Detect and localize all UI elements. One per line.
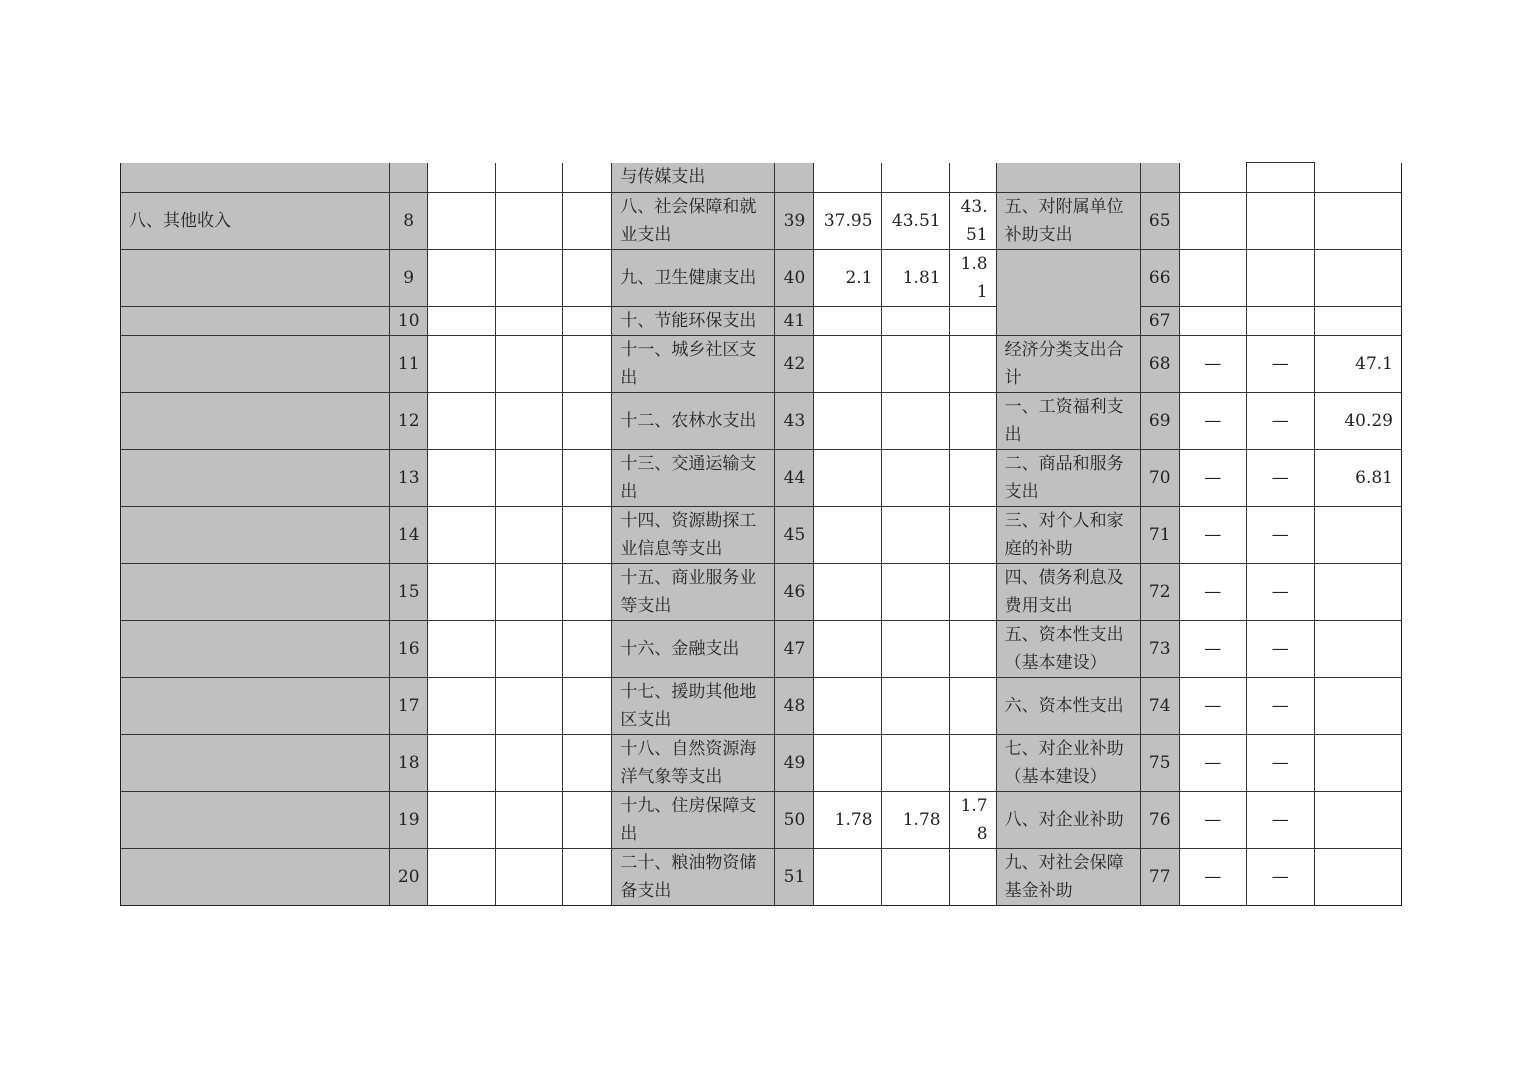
expense-item: 与传媒支出 <box>612 163 775 193</box>
economic-amount-2 <box>1246 193 1314 250</box>
expense-amount-2 <box>881 735 949 792</box>
economic-line-number: 73 <box>1140 621 1179 678</box>
economic-line-number: 77 <box>1140 849 1179 906</box>
table-row <box>121 735 1402 792</box>
economic-amount-1: — <box>1179 450 1246 507</box>
table-row <box>121 849 1402 906</box>
income-amount-2 <box>496 307 563 336</box>
expense-line-number: 42 <box>775 336 814 393</box>
economic-line-number <box>1140 163 1179 193</box>
economic-item: 六、资本性支出 <box>996 678 1140 735</box>
income-item <box>121 336 390 393</box>
economic-amount-1: — <box>1179 849 1246 906</box>
income-amount-2 <box>496 621 563 678</box>
table-row <box>121 163 1402 193</box>
expense-amount-3 <box>949 621 996 678</box>
income-item <box>121 735 390 792</box>
expense-line-number: 43 <box>775 393 814 450</box>
economic-amount-2 <box>1246 307 1314 336</box>
economic-amount-2: — <box>1246 393 1314 450</box>
income-item <box>121 849 390 906</box>
economic-amount-3 <box>1314 678 1401 735</box>
economic-line-number: 68 <box>1140 336 1179 393</box>
income-line-number: 17 <box>390 678 428 735</box>
economic-item: 二、商品和服务支出 <box>996 450 1140 507</box>
income-amount-2 <box>496 792 563 849</box>
table-row <box>121 678 1402 735</box>
economic-line-number: 67 <box>1140 307 1179 336</box>
income-amount-2 <box>496 163 563 193</box>
expense-item: 二十、粮油物资储备支出 <box>612 849 775 906</box>
expense-amount-1 <box>814 393 881 450</box>
expense-item: 十二、农林水支出 <box>612 393 775 450</box>
expense-amount-2 <box>881 307 949 336</box>
economic-amount-2 <box>1246 163 1314 193</box>
income-amount-3 <box>563 507 612 564</box>
economic-line-number: 76 <box>1140 792 1179 849</box>
income-item <box>121 792 390 849</box>
income-amount-3 <box>563 564 612 621</box>
economic-line-number: 65 <box>1140 193 1179 250</box>
economic-item: 五、资本性支出（基本建设） <box>996 621 1140 678</box>
expense-item: 十四、资源勘探工业信息等支出 <box>612 507 775 564</box>
expense-item: 十三、交通运输支出 <box>612 450 775 507</box>
income-item <box>121 507 390 564</box>
expense-item: 十八、自然资源海洋气象等支出 <box>612 735 775 792</box>
expense-item: 十五、商业服务业等支出 <box>612 564 775 621</box>
expense-amount-3 <box>949 393 996 450</box>
expense-line-number: 50 <box>775 792 814 849</box>
economic-item: 四、债务利息及费用支出 <box>996 564 1140 621</box>
expense-line-number: 41 <box>775 307 814 336</box>
expense-amount-3: 1.78 <box>949 792 996 849</box>
economic-amount-1 <box>1179 163 1246 193</box>
income-amount-1 <box>428 307 496 336</box>
economic-amount-1: — <box>1179 678 1246 735</box>
expense-item: 十九、住房保障支出 <box>612 792 775 849</box>
economic-line-number: 74 <box>1140 678 1179 735</box>
income-amount-3 <box>563 735 612 792</box>
expense-amount-3 <box>949 849 996 906</box>
economic-amount-2: — <box>1246 621 1314 678</box>
expense-amount-1 <box>814 307 881 336</box>
expense-amount-2 <box>881 849 949 906</box>
economic-amount-3 <box>1314 564 1401 621</box>
income-amount-3 <box>563 336 612 393</box>
expense-amount-1 <box>814 735 881 792</box>
economic-amount-3 <box>1314 507 1401 564</box>
economic-amount-1: — <box>1179 621 1246 678</box>
income-amount-1 <box>428 849 496 906</box>
economic-item: 九、对社会保障基金补助 <box>996 849 1140 906</box>
table-row <box>121 450 1402 507</box>
economic-amount-2: — <box>1246 735 1314 792</box>
expense-amount-3 <box>949 450 996 507</box>
economic-amount-3 <box>1314 621 1401 678</box>
economic-amount-3: 47.1 <box>1314 336 1401 393</box>
income-amount-1 <box>428 393 496 450</box>
economic-amount-1: — <box>1179 393 1246 450</box>
expense-line-number: 46 <box>775 564 814 621</box>
expense-amount-2: 43.51 <box>881 193 949 250</box>
economic-line-number: 70 <box>1140 450 1179 507</box>
income-amount-2 <box>496 193 563 250</box>
economic-amount-3 <box>1314 250 1401 307</box>
economic-amount-3 <box>1314 307 1401 336</box>
table-row <box>121 393 1402 450</box>
expense-amount-1 <box>814 621 881 678</box>
economic-amount-1 <box>1179 193 1246 250</box>
expense-amount-2 <box>881 678 949 735</box>
expense-item: 十、节能环保支出 <box>612 307 775 336</box>
income-item <box>121 250 390 307</box>
income-amount-2 <box>496 678 563 735</box>
income-line-number: 15 <box>390 564 428 621</box>
income-amount-2 <box>496 393 563 450</box>
economic-amount-3 <box>1314 163 1401 193</box>
income-item <box>121 307 390 336</box>
economic-item: 三、对个人和家庭的补助 <box>996 507 1140 564</box>
economic-amount-3: 6.81 <box>1314 450 1401 507</box>
income-amount-3 <box>563 621 612 678</box>
income-item <box>121 678 390 735</box>
income-line-number: 12 <box>390 393 428 450</box>
expense-amount-2: 1.78 <box>881 792 949 849</box>
expense-line-number: 45 <box>775 507 814 564</box>
economic-amount-1: — <box>1179 735 1246 792</box>
economic-amount-2: — <box>1246 849 1314 906</box>
income-amount-2 <box>496 507 563 564</box>
income-amount-1 <box>428 450 496 507</box>
expense-amount-3 <box>949 564 996 621</box>
expense-amount-3 <box>949 163 996 193</box>
expense-amount-2 <box>881 450 949 507</box>
expense-line-number: 44 <box>775 450 814 507</box>
expense-amount-2 <box>881 507 949 564</box>
income-amount-1 <box>428 507 496 564</box>
economic-line-number: 66 <box>1140 250 1179 307</box>
income-amount-2 <box>496 450 563 507</box>
economic-amount-3 <box>1314 193 1401 250</box>
income-line-number: 9 <box>390 250 428 307</box>
income-amount-3 <box>563 450 612 507</box>
economic-amount-2: — <box>1246 450 1314 507</box>
economic-item: 七、对企业补助（基本建设） <box>996 735 1140 792</box>
expense-amount-2 <box>881 621 949 678</box>
income-amount-3 <box>563 792 612 849</box>
expense-amount-1 <box>814 849 881 906</box>
economic-amount-2: — <box>1246 792 1314 849</box>
income-amount-2 <box>496 735 563 792</box>
expense-line-number: 51 <box>775 849 814 906</box>
income-amount-3 <box>563 393 612 450</box>
income-line-number: 8 <box>390 193 428 250</box>
economic-amount-1 <box>1179 250 1246 307</box>
expense-amount-1 <box>814 163 881 193</box>
income-amount-2 <box>496 250 563 307</box>
income-amount-1 <box>428 678 496 735</box>
table-body <box>121 163 1402 906</box>
income-amount-1 <box>428 564 496 621</box>
income-amount-3 <box>563 678 612 735</box>
income-line-number: 18 <box>390 735 428 792</box>
expense-amount-3 <box>949 735 996 792</box>
expense-amount-3: 43.51 <box>949 193 996 250</box>
income-amount-2 <box>496 849 563 906</box>
expense-item: 八、社会保障和就业支出 <box>612 193 775 250</box>
expense-amount-3 <box>949 307 996 336</box>
expense-amount-1: 2.1 <box>814 250 881 307</box>
economic-amount-2: — <box>1246 336 1314 393</box>
expense-line-number <box>775 163 814 193</box>
income-amount-3 <box>563 163 612 193</box>
expense-line-number: 48 <box>775 678 814 735</box>
expense-amount-1: 37.95 <box>814 193 881 250</box>
table-row <box>121 193 1402 250</box>
table-row <box>121 792 1402 849</box>
expense-amount-3 <box>949 336 996 393</box>
income-amount-3 <box>563 250 612 307</box>
economic-line-number: 72 <box>1140 564 1179 621</box>
income-amount-1 <box>428 250 496 307</box>
economic-amount-3 <box>1314 849 1401 906</box>
economic-item <box>996 163 1140 193</box>
expense-line-number: 49 <box>775 735 814 792</box>
expense-item: 十七、援助其他地区支出 <box>612 678 775 735</box>
economic-line-number: 69 <box>1140 393 1179 450</box>
economic-item <box>996 250 1140 307</box>
expense-item: 九、卫生健康支出 <box>612 250 775 307</box>
economic-amount-1: — <box>1179 507 1246 564</box>
income-amount-1 <box>428 792 496 849</box>
income-amount-1 <box>428 336 496 393</box>
economic-amount-1: — <box>1179 792 1246 849</box>
expense-amount-1 <box>814 564 881 621</box>
expense-line-number: 39 <box>775 193 814 250</box>
income-item <box>121 564 390 621</box>
income-line-number <box>390 163 428 193</box>
expense-line-number: 40 <box>775 250 814 307</box>
income-line-number: 20 <box>390 849 428 906</box>
income-amount-3 <box>563 193 612 250</box>
income-item: 八、其他收入 <box>121 193 390 250</box>
economic-amount-2: — <box>1246 564 1314 621</box>
budget-table <box>120 162 1402 906</box>
expense-amount-1 <box>814 507 881 564</box>
expense-amount-2: 1.81 <box>881 250 949 307</box>
expense-amount-1 <box>814 678 881 735</box>
economic-amount-1: — <box>1179 336 1246 393</box>
income-amount-1 <box>428 193 496 250</box>
income-line-number: 19 <box>390 792 428 849</box>
income-amount-2 <box>496 336 563 393</box>
expense-item: 十六、金融支出 <box>612 621 775 678</box>
economic-amount-2: — <box>1246 678 1314 735</box>
table-row <box>121 507 1402 564</box>
expense-amount-1: 1.78 <box>814 792 881 849</box>
expense-amount-2 <box>881 163 949 193</box>
income-amount-1 <box>428 163 496 193</box>
expense-amount-2 <box>881 336 949 393</box>
economic-amount-3 <box>1314 792 1401 849</box>
expense-line-number: 47 <box>775 621 814 678</box>
expense-amount-3 <box>949 507 996 564</box>
income-item <box>121 163 390 193</box>
expense-amount-1 <box>814 450 881 507</box>
expense-amount-3 <box>949 678 996 735</box>
income-line-number: 13 <box>390 450 428 507</box>
expense-amount-2 <box>881 564 949 621</box>
income-line-number: 10 <box>390 307 428 336</box>
income-amount-2 <box>496 564 563 621</box>
income-line-number: 14 <box>390 507 428 564</box>
economic-line-number: 75 <box>1140 735 1179 792</box>
expense-item: 十一、城乡社区支出 <box>612 336 775 393</box>
expense-amount-3: 1.81 <box>949 250 996 307</box>
economic-amount-3 <box>1314 735 1401 792</box>
economic-amount-1: — <box>1179 564 1246 621</box>
economic-line-number: 71 <box>1140 507 1179 564</box>
income-item <box>121 393 390 450</box>
income-item <box>121 621 390 678</box>
income-item <box>121 450 390 507</box>
table-row <box>121 564 1402 621</box>
table-row <box>121 307 1402 336</box>
economic-item: 五、对附属单位补助支出 <box>996 193 1140 250</box>
expense-amount-2 <box>881 393 949 450</box>
table-row <box>121 250 1402 307</box>
income-amount-1 <box>428 621 496 678</box>
economic-amount-2 <box>1246 250 1314 307</box>
table-row <box>121 621 1402 678</box>
economic-item: 八、对企业补助 <box>996 792 1140 849</box>
economic-amount-3: 40.29 <box>1314 393 1401 450</box>
income-amount-3 <box>563 849 612 906</box>
table-row <box>121 336 1402 393</box>
economic-amount-1 <box>1179 307 1246 336</box>
economic-item: 经济分类支出合计 <box>996 336 1140 393</box>
economic-item <box>996 307 1140 336</box>
income-line-number: 11 <box>390 336 428 393</box>
income-amount-1 <box>428 735 496 792</box>
economic-amount-2: — <box>1246 507 1314 564</box>
income-amount-3 <box>563 307 612 336</box>
economic-item: 一、工资福利支出 <box>996 393 1140 450</box>
expense-amount-1 <box>814 336 881 393</box>
income-line-number: 16 <box>390 621 428 678</box>
